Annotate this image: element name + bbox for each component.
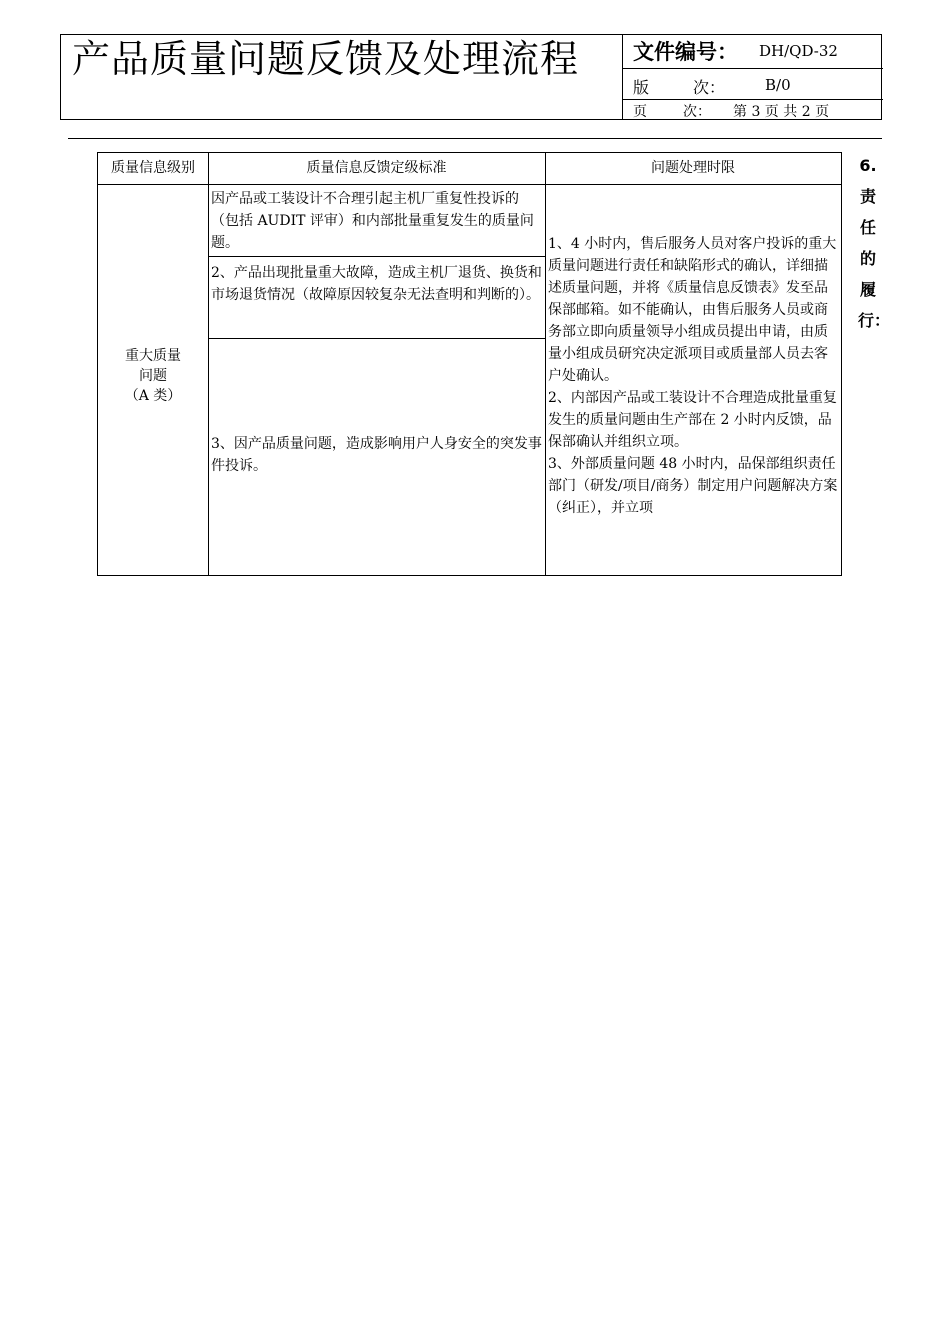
- page-label-2: 次：: [683, 104, 711, 120]
- page-label-1: 页: [633, 104, 647, 120]
- side-heading-char: 任: [859, 218, 876, 237]
- side-heading-char: 6.: [859, 156, 877, 175]
- table-divider: [208, 256, 545, 257]
- header-meta-block: [622, 34, 882, 120]
- table-divider: [208, 338, 545, 339]
- side-heading: [858, 150, 891, 336]
- doc-number-label: 文件编号：: [633, 40, 738, 64]
- side-heading-char: 的: [859, 249, 876, 268]
- level-text: 问题: [139, 368, 167, 384]
- version-value: B/0: [765, 76, 791, 94]
- table-header-cell: 质量信息反馈定级标准: [306, 160, 447, 176]
- document-title: 产品质量问题反馈及处理流程: [72, 37, 580, 81]
- side-heading-char: 履: [859, 280, 876, 299]
- version-row: [623, 69, 883, 100]
- table-divider: [98, 184, 841, 185]
- page-row: [623, 100, 883, 120]
- doc-number-row: [623, 34, 883, 69]
- level-cell: [98, 346, 208, 406]
- criteria-cell: 2、产品出现批量重大故障，造成主机厂退货、换货和市场退货情况（故障原因较复杂无法查明和判断的）。: [211, 265, 542, 303]
- page-value: 第 3 页 共 2 页: [733, 104, 830, 120]
- table-header-cell: 质量信息级别: [111, 160, 195, 176]
- level-text: （A 类）: [124, 388, 182, 404]
- version-label-2: 次：: [693, 78, 726, 97]
- level-text: 重大质量: [125, 348, 181, 364]
- quality-table: [97, 152, 842, 576]
- header-rule: [68, 138, 882, 139]
- criteria-cell: 3、因产品质量问题，造成影响用户人身安全的突发事件投诉。: [211, 436, 542, 474]
- table-header-cell: 问题处理时限: [651, 160, 735, 176]
- doc-number-value: DH/QD-32: [759, 42, 838, 60]
- side-heading-char: 行：: [858, 311, 891, 330]
- side-heading-char: 责: [859, 187, 876, 206]
- handling-cell: 1、4 小时内，售后服务人员对客户投诉的重大质量问题进行责任和缺陷形式的确认，详细描述质量问题，并将《质量信息反馈表》发至品保部邮箱。如不能确认，由售后服务人员或商务部立即向质量领导小组成员提出申请，由质量小组成员研究决定派项目或质量部人员去客户处确认。 2、内部因产品或工装设计不合理造成批量重复发生的质量问题由生产部在 2 小时内反馈，品保部确认并组织立项。 3、外部质量问题 48 小时内，品保部组织责任部门（研发/项目/商务）制定用户问题解决方案（纠正），并立项: [548, 236, 838, 516]
- version-label-1: 版: [633, 78, 650, 97]
- criteria-cell: 因产品或工装设计不合理引起主机厂重复性投诉的（包括 AUDIT 评审）和内部批量重复发生的质量问题。: [211, 191, 534, 251]
